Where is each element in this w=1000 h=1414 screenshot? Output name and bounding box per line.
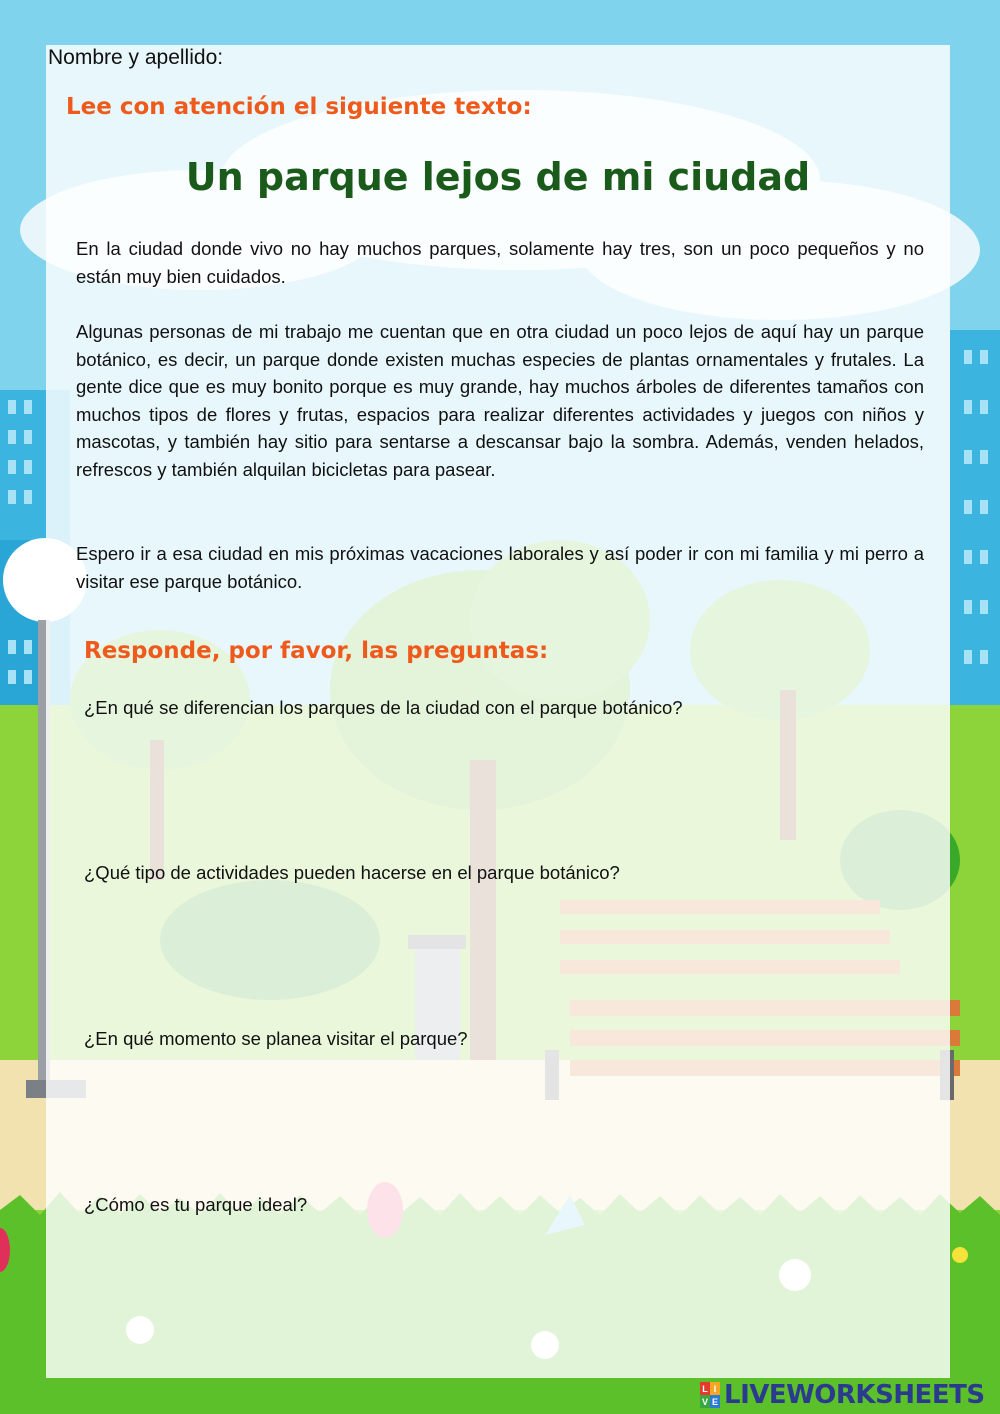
answer-field-2[interactable] (84, 894, 944, 1014)
reading-paragraph-3: Espero ir a esa ciudad en mis próximas vacaciones laborales y así poder ir con mi familia y mi perro a visitar ese parque botánico. (76, 543, 924, 592)
read-instruction: Lee con atención el siguiente texto: (66, 94, 532, 120)
name-label: Nombre y apellido: (48, 46, 224, 69)
question-1: ¿En qué se diferencian los parques de la ciudad con el parque botánico? (84, 697, 683, 718)
answer-field-3[interactable] (84, 1060, 944, 1180)
question-3: ¿En qué momento se planea visitar el parque? (84, 1028, 468, 1049)
questions-instruction: Responde, por favor, las preguntas: (84, 638, 549, 664)
liveworksheets-logo-text: LIVEWORKSHEETS (724, 1380, 985, 1410)
liveworksheets-logo[interactable] (700, 1380, 985, 1410)
question-4: ¿Cómo es tu parque ideal? (84, 1194, 308, 1215)
answer-field-1[interactable] (84, 728, 944, 848)
question-2: ¿Qué tipo de actividades pueden hacerse en el parque botánico? (84, 862, 620, 883)
liveworksheets-logo-icon: L I V E (701, 1383, 718, 1407)
reading-paragraph-2: Algunas personas de mi trabajo me cuentan que en otra ciudad un poco lejos de aquí hay un parque botánico, es decir, un parque donde existen muchas especies de plantas ornamentales y frutales. La gente dice que es muy bonito porque es muy grande, hay muchos árboles de diferentes tamaños con muchos tipos de flores y frutas, espacios para realizar diferentes actividades y juegos con niños y mascotas, y también hay sitio para sentarse a descansar bajo la sombra. Además, venden helados, refrescos y también alquilan bicicletas para pasear. (76, 321, 924, 480)
answer-field-4[interactable] (84, 1226, 944, 1346)
reading-title: Un parque lejos de mi ciudad (185, 155, 811, 199)
reading-paragraph-1: En la ciudad donde vivo no hay muchos parques, solamente hay tres, son un poco pequeños y no están muy bien cuidados. (76, 238, 924, 287)
